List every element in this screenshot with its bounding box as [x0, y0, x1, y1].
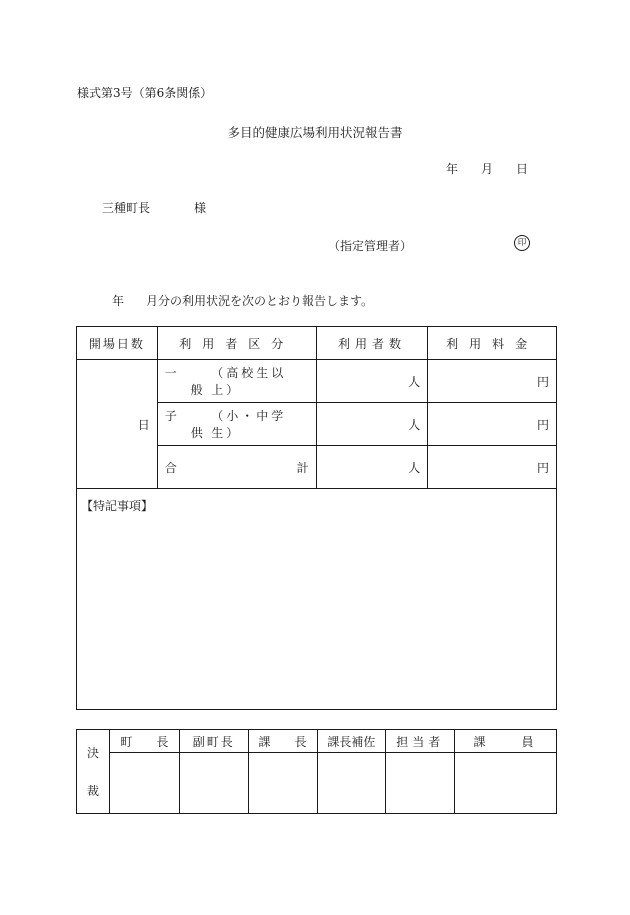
- stamp-box-person-in-charge[interactable]: [386, 753, 455, 814]
- addressee-name: 三種町長: [102, 201, 151, 215]
- report-date: [446, 160, 528, 177]
- category-child-note: （小・中学生）: [211, 409, 287, 440]
- approval-label-top: 決: [86, 745, 99, 760]
- count-general[interactable]: [316, 360, 428, 403]
- stamp-box-mayor[interactable]: [109, 753, 179, 814]
- usage-table-header: [77, 327, 557, 360]
- category-child-left: 子: [164, 409, 177, 423]
- count-unit: 人: [408, 374, 421, 389]
- stamp-box-section-chief[interactable]: [248, 753, 317, 814]
- fee-general[interactable]: [428, 360, 557, 403]
- header-user-category: [157, 327, 316, 360]
- header-user-count: [316, 327, 428, 360]
- stamp-box-assistant-chief[interactable]: [317, 753, 386, 814]
- fee-unit: 円: [536, 374, 549, 389]
- fee-total[interactable]: [428, 446, 557, 489]
- usage-table: [76, 326, 557, 489]
- seal-icon: 印: [514, 235, 530, 251]
- approval-role-person-in-charge: [386, 730, 455, 753]
- header-user-count-text: 利用者数: [337, 336, 406, 351]
- header-usage-fee-text: 利用料金: [446, 336, 539, 351]
- addressee: [102, 199, 206, 216]
- approval-role-mayor: [109, 730, 179, 753]
- approval-label: [77, 730, 110, 814]
- approval-role-assistant-chief: [317, 730, 386, 753]
- header-usage-fee: [428, 327, 557, 360]
- category-child-mid: 供: [190, 426, 203, 440]
- header-user-category-text: 利用者区分: [179, 336, 295, 351]
- count-unit: 人: [408, 460, 421, 475]
- fee-child[interactable]: [428, 403, 557, 446]
- approval-role-section-chief-text: 課 長: [258, 734, 307, 749]
- header-open-days-text: 開場日数: [88, 336, 145, 351]
- open-days-cell[interactable]: [77, 360, 158, 489]
- approval-role-assistant-chief-text: 課長補佐: [327, 734, 376, 749]
- report-statement: [112, 292, 373, 309]
- count-total[interactable]: [316, 446, 428, 489]
- stamp-box-deputy-mayor[interactable]: [179, 753, 248, 814]
- category-child: [157, 403, 316, 446]
- category-general-note: （高校生以上）: [211, 366, 287, 397]
- count-child[interactable]: [316, 403, 428, 446]
- approval-role-deputy-mayor: [179, 730, 248, 753]
- approval-role-section-chief: [248, 730, 317, 753]
- table-row: [77, 360, 557, 403]
- category-total-right: 計: [296, 460, 309, 475]
- category-total-left: 合: [164, 460, 177, 475]
- approval-table: [76, 729, 557, 814]
- stamp-box-staff[interactable]: [455, 753, 557, 814]
- date-day-label: 日: [515, 162, 528, 176]
- approval-role-deputy-mayor-text: 副町長: [192, 734, 235, 749]
- approval-role-mayor-text: 町 長: [120, 734, 169, 749]
- count-unit: 人: [408, 417, 421, 432]
- days-unit: 日: [137, 417, 150, 432]
- designated-manager-label: （指定管理者）: [328, 239, 413, 253]
- header-open-days: [77, 327, 158, 360]
- report-statement-text: 月分の利用状況を次のとおり報告します。: [146, 294, 374, 308]
- special-notes-label: 【特記事項】: [81, 499, 154, 513]
- approval-role-person-in-charge-text: 担当者: [396, 734, 445, 749]
- document-title: 多目的健康広場利用状況報告書: [227, 125, 403, 140]
- approval-label-bottom: 裁: [86, 783, 99, 798]
- addressee-honorific: 様: [194, 201, 207, 215]
- category-general-mid: 般: [190, 383, 203, 397]
- category-general: [157, 360, 316, 403]
- report-year-label: 年: [112, 294, 125, 308]
- fee-unit: 円: [536, 417, 549, 432]
- approval-role-staff: [455, 730, 557, 753]
- category-general-left: 一: [164, 366, 177, 380]
- fee-unit: 円: [536, 460, 549, 475]
- date-month-label: 月: [480, 162, 493, 176]
- category-total: [157, 446, 316, 489]
- date-year-label: 年: [446, 162, 459, 176]
- approval-role-staff-text: 課 員: [473, 734, 538, 749]
- special-notes-box[interactable]: [76, 489, 557, 710]
- form-number: 様式第3号（第6条関係）: [77, 86, 213, 100]
